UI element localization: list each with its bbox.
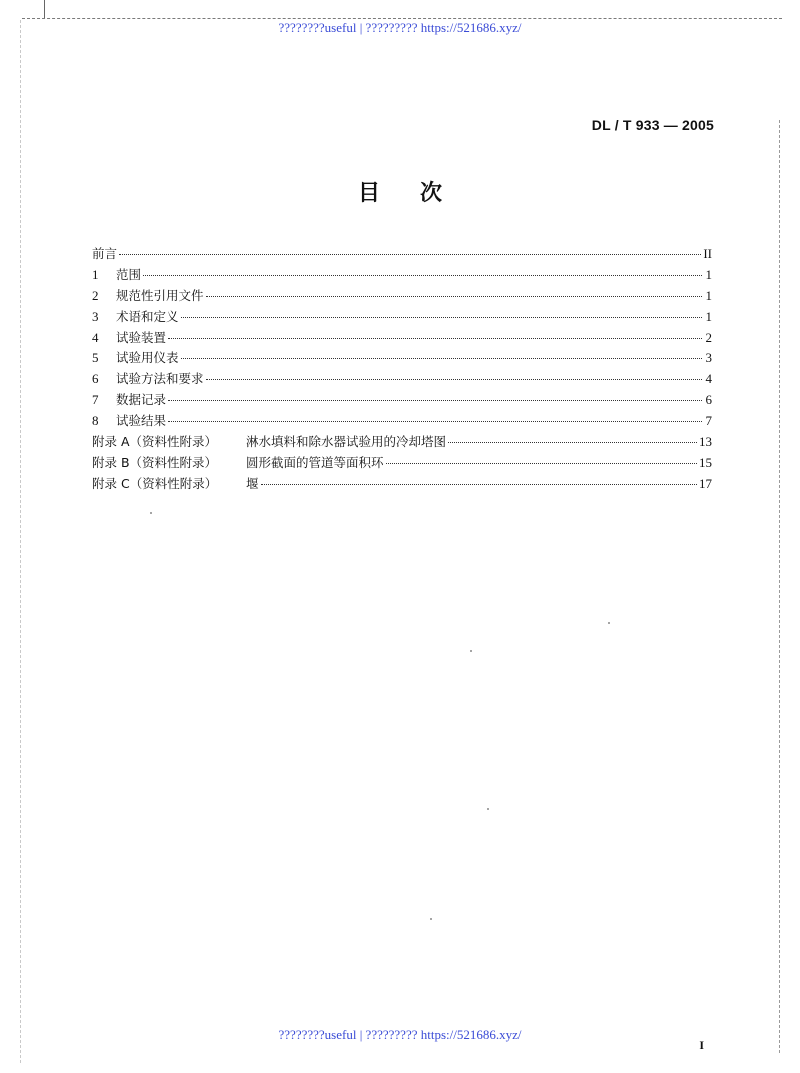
toc-entry-label: 淋水填料和除水器试验用的冷却塔图 [246, 434, 447, 450]
toc-entry-label: 规范性引用文件 [116, 287, 204, 303]
dot-leader [143, 274, 702, 276]
toc-entry-label: 前言 [92, 246, 118, 261]
toc-entry-label: 范围 [116, 266, 142, 282]
toc-entry-page: 15 [699, 454, 712, 470]
toc-entry-label: 堰 [246, 475, 259, 491]
dot-leader [168, 399, 702, 401]
table-of-contents [92, 244, 712, 495]
toc-entry-number: 6 [92, 371, 99, 387]
toc-entry-label: 试验结果 [116, 413, 167, 429]
toc-entry-number: 4 [92, 329, 99, 345]
toc-entry-2[interactable] [92, 286, 712, 307]
toc-entry-number: 8 [92, 413, 99, 429]
dot-leader [448, 441, 697, 443]
toc-entry-label: 试验用仪表 [116, 350, 179, 366]
toc-entry-8[interactable] [92, 411, 712, 432]
dot-leader [119, 253, 701, 255]
toc-entry-page: 1 [705, 287, 712, 303]
dot-leader [206, 378, 702, 380]
toc-appendix-label: 附录 C（资料性附录） [92, 475, 218, 491]
watermark-top: ????????useful | ????????? https://521686.xyz/ [278, 20, 522, 35]
dot-leader [181, 316, 702, 318]
dot-leader [261, 483, 697, 485]
page-title: 目次 [357, 181, 482, 206]
scan-speck [487, 808, 489, 810]
toc-appendix-label: 附录 A（资料性附录） [92, 434, 218, 450]
scan-speck [470, 650, 472, 652]
toc-entry-page: 13 [699, 434, 712, 450]
toc-entry-4[interactable] [92, 328, 712, 349]
toc-entry-page: 1 [705, 308, 712, 324]
toc-entry-page: II [703, 246, 712, 261]
toc-entry-page: 7 [705, 413, 712, 429]
toc-entry-appendix-b[interactable] [92, 453, 712, 474]
dot-leader [168, 337, 702, 339]
toc-entry-6[interactable] [92, 369, 712, 390]
toc-entry-appendix-c[interactable] [92, 474, 712, 495]
toc-entry-label: 圆形截面的管道等面积环 [246, 454, 384, 470]
toc-entry-3[interactable] [92, 307, 712, 328]
toc-entry-page: 17 [699, 475, 712, 491]
toc-entry-page: 3 [705, 350, 712, 366]
toc-entry-number: 7 [92, 392, 99, 408]
page-number: I [699, 1038, 704, 1052]
toc-entry-1[interactable] [92, 265, 712, 286]
toc-appendix-label: 附录 B（资料性附录） [92, 454, 218, 470]
crop-mark [44, 0, 45, 18]
scan-speck [150, 512, 152, 514]
toc-entry-appendix-a[interactable] [92, 432, 712, 453]
toc-entry-foreword[interactable] [92, 244, 712, 265]
dot-leader [181, 357, 702, 359]
scan-speck [608, 622, 610, 624]
toc-entry-number: 1 [92, 266, 99, 282]
dot-leader [206, 295, 702, 297]
toc-entry-page: 1 [705, 266, 712, 282]
watermark-bottom: ????????useful | ????????? https://521686.xyz/ [278, 1027, 522, 1042]
toc-entry-label: 数据记录 [116, 392, 167, 408]
toc-entry-page: 2 [705, 329, 712, 345]
document-code: DL / T 933 — 2005 [591, 117, 714, 133]
toc-entry-label: 试验装置 [116, 329, 167, 345]
toc-entry-number: 3 [92, 308, 99, 324]
toc-entry-7[interactable] [92, 390, 712, 411]
toc-entry-5[interactable] [92, 348, 712, 369]
toc-entry-page: 4 [705, 371, 712, 387]
dot-leader [386, 462, 697, 464]
toc-entry-number: 5 [92, 350, 99, 366]
dot-leader [168, 420, 702, 422]
scan-speck [430, 918, 432, 920]
toc-entry-number: 2 [92, 287, 99, 303]
page-right-edge [779, 120, 780, 1053]
toc-entry-page: 6 [705, 392, 712, 408]
page-top-border [22, 18, 782, 19]
toc-entry-label: 术语和定义 [116, 308, 179, 324]
toc-entry-label: 试验方法和要求 [116, 371, 204, 387]
